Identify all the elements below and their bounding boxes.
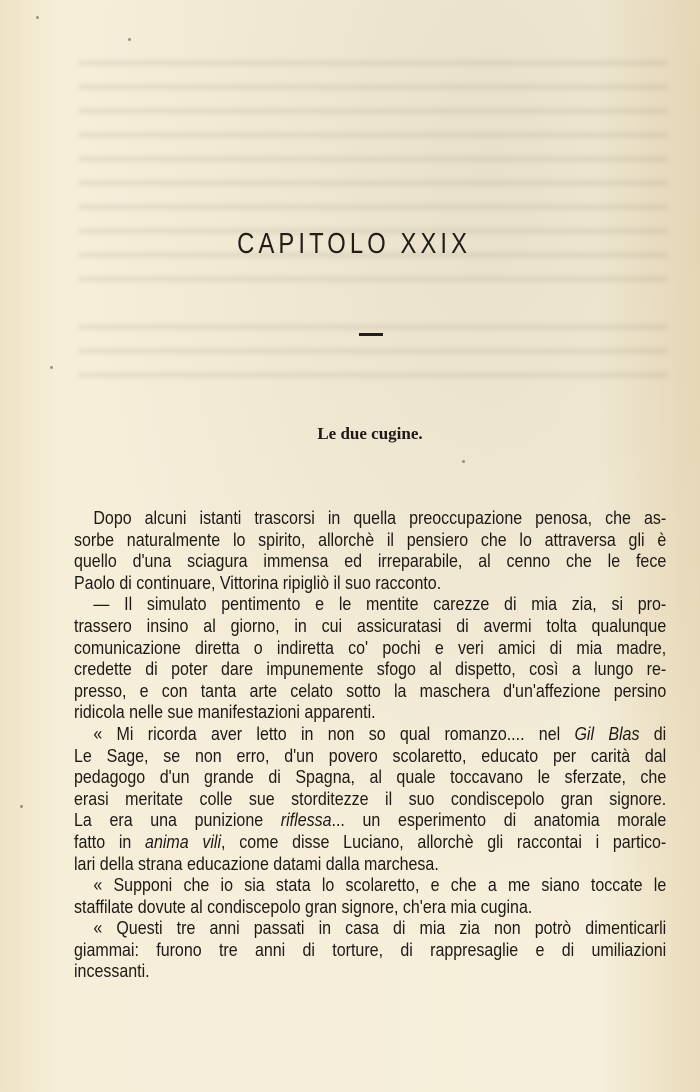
text-line: quello d'una sciagura immensa ed irreparabile, al cenno che le fece [74, 551, 667, 572]
show-through-line [78, 348, 668, 354]
text-line: incessanti. [74, 961, 150, 982]
paper-speck [50, 366, 53, 369]
text-line: « Mi ricorda aver letto in non so qual romanzo.... nel Gil Blas di [93, 723, 667, 744]
body-text [74, 508, 666, 983]
paper-speck [20, 805, 23, 808]
text-line: presso, e con tanta arte celato sotto la maschera d'un'affezione persino [74, 680, 667, 701]
paper-speck [128, 38, 131, 41]
emphasis: Gil Blas [574, 723, 640, 744]
emphasis: riflessa [280, 810, 332, 831]
show-through-line [78, 324, 668, 330]
chapter-title: CAPITOLO XXIX [237, 228, 472, 260]
text-line: lari della strana educazione datami dalla marchesa. [74, 853, 439, 874]
show-through-line [78, 204, 668, 210]
show-through-line [78, 276, 668, 282]
text-line: Paolo di continuare, Vittorina ripigliò il suo racconto. [74, 572, 442, 593]
text-line: « Supponi che io sia stata lo scolaretto, e che a me siano toccate le [93, 875, 667, 896]
text-line: ridicola nelle sue manifestazioni apparenti. [74, 702, 376, 723]
text-line: La era una punizione riflessa... un esperimento di anatomia morale [74, 810, 667, 831]
text-line: Dopo alcuni istanti trascorsi in quella preoccupazione penosa, che as- [93, 508, 667, 528]
show-through-line [78, 156, 668, 162]
paper-speck [36, 16, 39, 19]
show-through-line [78, 84, 668, 90]
text-line: pedagogo d'un grande di Spagna, al quale toccavano le sferzate, che [74, 767, 667, 788]
text-line: — Il simulato pentimento e le mentite carezze di mia zia, si pro- [93, 594, 667, 615]
text-line: trassero insino al giorno, in cui assicuratasi di avermi tolta qualunque [74, 615, 667, 636]
text-line: « Questi tre anni passati in casa di mia zia non potrò dimenticarli [93, 918, 667, 939]
emphasis: anima vili [145, 831, 222, 852]
paper-speck [462, 460, 465, 463]
text-line: erasi meritate colle sue storditezze il suo condiscepolo gran signore. [74, 788, 667, 809]
text-line: fatto in anima vili, come disse Luciano, allorchè gli raccontai i partico- [74, 831, 667, 852]
show-through-line [78, 180, 668, 186]
chapter-divider [359, 333, 383, 336]
show-through-line [78, 60, 668, 66]
show-through-line [78, 108, 668, 114]
show-through-line [78, 372, 668, 378]
text-line: sorbe naturalmente lo spirito, allorchè il pensiero che lo attraversa gli è [74, 529, 667, 550]
section-title: Le due cugine. [317, 424, 423, 443]
text-line: comunicazione diretta o indiretta co' pochi e veri amici di mia madre, [74, 637, 667, 658]
text-line: credette di poter dare impunemente sfogo al dispetto, così a lungo re- [74, 659, 667, 680]
text-line: giammai: furono tre anni di torture, di rappresaglie e di umiliazioni [74, 939, 667, 960]
text-line: staffilate dovute al condiscepolo gran signore, ch'era mia cugina. [74, 896, 533, 917]
text-line: Le Sage, se non erro, d'un povero scolaretto, educato per carità dal [74, 745, 667, 766]
show-through-line [78, 132, 668, 138]
